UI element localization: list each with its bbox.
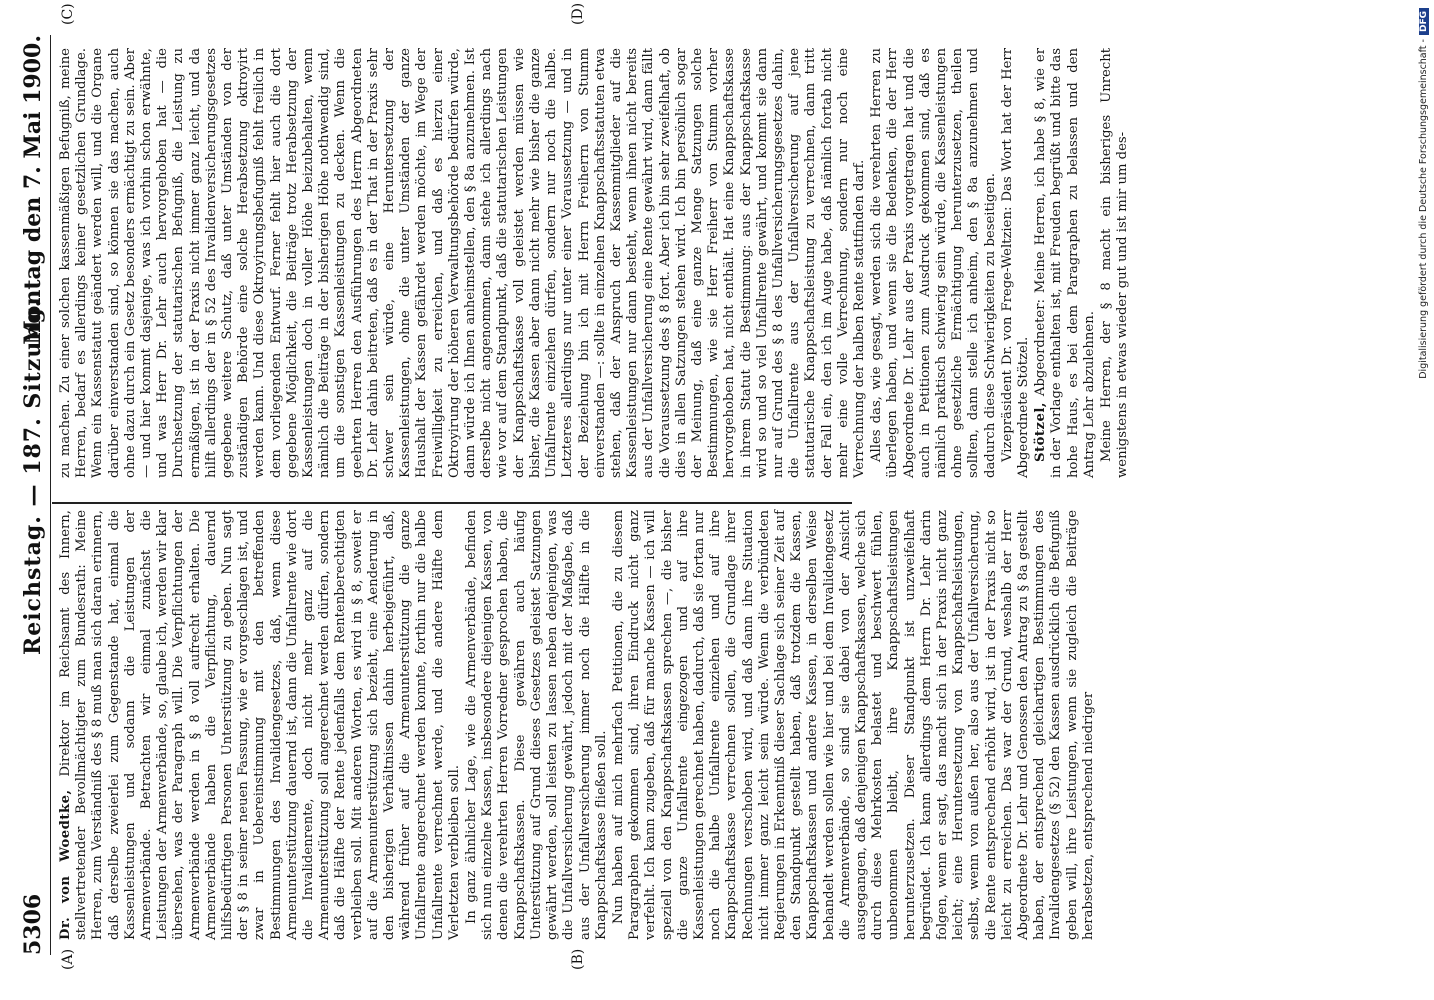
margin-marker-c: (C) bbox=[60, 3, 76, 25]
paragraph bbox=[464, 510, 610, 940]
paragraph-text: Nun haben auf mich mehrfach Petitionen, die zu diesem Paragraphen gekommen sind, ihren Eindruck nicht ganz verfehlt. Ich kann zugeben, daß für manche Kassen — ich will speziell von den Knappschaftskassen sprechen —, die bisher die ganze Unfallrente eingezogen und auf ihre Kassenleistungen gerechnet haben, dadurch, daß sie fortan nur noch die halbe Unfallrente einziehen und auf ihre Knappschaftskasse verrechnen sollen, die Grundlage ihrer Rechnungen verschoben wird, und daß dann ihre Situation nicht immer ganz leicht sein würde. Wenn die verbündeten Regierungen in Erkenntniß dieser Sachlage sich seiner Zeit auf den Standpunkt gestellt haben, daß trotzdem die Kassen, Knappschaftskassen und andere Kassen, in derselben Weise behandelt werden sollen wie hier und bei dem Invalidengesetz die Armenverbände, so sind sie dabei von der Ansicht ausgegangen, daß denjenigen Knappschaftskassen, welche sich durch diese Mehrkosten belastet und beschwert fühlen, unbenommen bleibt, ihre Knappschaftsleistungen herunterzusetzen. Dieser Standpunkt ist unzweifelhaft begründet. Ich kann allerdings dem Herrn Dr. Lehr darin folgen, wenn er sagt, das macht sich in der Praxis nicht ganz leicht; eine Heruntersetzung von Knappschaftsleistungen, selbst, wenn von außen her, also aus der Unfallversicherung, die Rente entsprechend erhöht wird, ist in der Praxis nicht so leicht zu erreichen. Das war der Grund, weshalb der Herr Abgeordnete Dr. Lehr und Genossen den Antrag zu § 8a gestellt haben, der entsprechend gleichartigen Bestimmungen des Invalidengesetzes (§ 52) den Kassen ausdrücklich die Befugniß geben will, ihre Leistungen, wenn sie zugleich die Beiträge herabsetzen, entsprechend niedriger bbox=[610, 510, 1096, 940]
session-date: Montag den 7. Mai 1900. bbox=[20, 35, 46, 345]
paragraph bbox=[1033, 48, 1098, 478]
margin-marker-b: (B) bbox=[570, 948, 586, 970]
paragraph bbox=[58, 510, 463, 940]
digitization-note: Digitalisierung gefördert durch die Deutsche Forschungsgemeinschaft - bbox=[1418, 39, 1429, 379]
paragraph-text: Meine Herren, der § 8 macht ein bisheriges Unrecht wenigstens in etwas wieder gut und ist mir um des- bbox=[1099, 48, 1131, 478]
paragraph-text: Abgeordneter: Meine Herren, ich habe § 8, wie er in der Vorlage enthalten ist, mit Freuden begrüßt und bitte das hohe Haus, es bei dem Paragraphen zu belassen und den Antrag Lehr abzulehnen. bbox=[1033, 48, 1097, 478]
right-text-column bbox=[58, 48, 1132, 478]
digitization-credit bbox=[1418, 8, 1432, 993]
paragraph bbox=[1099, 48, 1131, 478]
paragraph-text: Direktor im Reichsamt des Innern, stellvertretender Bevollmächtigter zum Bundesrath: Meine Herren, zum Verständniß des § 8 muß man sich daran erinnern, daß derselbe zweierlei zum Gegenstande hat, einmal die Kassenleistungen und sodann die Leistungen der Armenverbände. Betrachten wir einmal zunächst die Leistungen der Armenverbände, so, glaube ich, werden wir klar übersehen, was der Paragraph will. Die Verpflichtungen der Armenverbände werden in § 8 voll aufrecht erhalten. Die Armenverbände haben die Verpflichtung, dauernd hilfsbedürftigen Personen Unterstützung zu geben. Nun sagt der § 8 in seiner neuen Fassung, wie er vorgeschlagen ist, und zwar in Uebereinstimmung mit den betreffenden Bestimmungen des Invalidengesetzes, daß, wenn diese Armenunterstützung dauernd ist, dann die Unfallrente wie dort die Invalidenrente, doch nicht mehr ganz auf die Armenunterstützung soll angerechnet werden dürfen, sondern daß die Hälfte der Rente jedenfalls dem Rentenberechtigten verbleiben soll. Mit anderen Worten, es wird in § 8, soweit er auf die Armenunterstützung sich bezieht, eine Aenderung in den bisherigen Verhältnissen dahin herbeigeführt, daß, während früher auf die Armenunterstützung die ganze Unfallrente angerechnet werden konnte, forthin nur die halbe Unfallrente verrechnet werde, und die andere Hälfte dem Verletzten verbleiben soll. bbox=[58, 510, 462, 940]
column-divider bbox=[52, 502, 852, 504]
speaker-name: Stötzel, bbox=[1033, 402, 1049, 462]
speaker-name: Dr. von Woedtke, bbox=[58, 789, 73, 940]
paragraph-text: Alles das, wie gesagt, werden sich die verehrten Herren zu überlegen haben, und wenn sie die Bedenken, die der Herr Abgeordnete Dr. Lehr aus der Praxis vorgetragen hat und die auch in Petitionen zum Ausdruck gekommen sind, daß es nämlich praktisch schwierig sein würde, die Kassenleistungen ohne gesetzliche Ermächtigung herunterzusetzen, theilen sollten, dann stelle ich anheim, den § 8a anzunehmen und dadurch diese Schwierigkeiten zu beseitigen. bbox=[869, 48, 998, 478]
session-title: Reichstag. — 187. Sitzung. bbox=[20, 298, 46, 655]
header-rule bbox=[50, 35, 51, 955]
paragraph bbox=[869, 48, 999, 478]
margin-marker-a: (A) bbox=[60, 948, 76, 970]
paragraph bbox=[1000, 48, 1032, 478]
paragraph-text: zu machen. Zu einer solchen kassenmäßigen Befugniß, meine Herren, bedarf es allerdings keiner gesetzlichen Grundlage. Wenn ein Kassenstatut geändert werden will, und die Organe darüber einverstanden sind, so können sie das machen, auch ohne dazu durch ein Gesetz besonders ermächtigt zu sein. Aber — und hier kommt dasjenige, was ich vorhin schon erwähnte, und was Herr Dr. Lehr auch hervorgehoben hat — die Durchsetzung der statutarischen Befugniß, die Leistung zu ermäßigen, ist in der Praxis nicht immer ganz leicht, und da hilft allerdings der in § 52 des Invalidenversicherungsgesetzes gegebene weitere Schutz, daß unter Umständen von der zuständigen Behörde eine solche Herabsetzung oktroyirt werden kann. Und diese Oktroyirungsbefugniß fehlt freilich in dem vorliegenden Entwurf. Ferner fehlt hier auch die dort gegebene Möglichkeit, die Beiträge trotz Herabsetzung der Kassenleistungen doch in voller Höhe beizubehalten, wenn nämlich die Beiträge in der bisherigen Höhe nothwendig sind, um die sonstigen Kassenleistungen zu decken. Wenn die geehrten Herren den Ausführungen des Herrn Abgeordneten Dr. Lehr dahin beitreten, daß es in der That in der Praxis sehr schwer sein würde, eine Heruntersetzung der Kassenleistungen, ohne die unter Umständen der ganze Haushalt der Kassen gefährdet werden möchte, im Wege der Freiwilligkeit zu erreichen, und daß es hierzu einer Oktroyirung der höheren Verwaltungsbehörde bedürfen würde, dann würde ich Ihnen anheimstellen, den § 8a anzunehmen. Ist derselbe nicht angenommen, dann stehe ich allerdings nach wie vor auf dem Standpunkt, daß die statutarischen Leistungen der Knappschaftskasse voll geleistet werden müssen wie bisher, die Kassen aber dann nicht mehr wie bisher die ganze Unfallrente einziehen dürfen, sondern nur noch die halbe. Letzteres allerdings nur unter einer Voraussetzung — und in der Beziehung bin ich mit Herrn Freiherrn von Stumm einverstanden —: sollte in einzelnen Knappschaftsstatuten etwa stehen, daß der Anspruch der Kassenmitglieder auf die Kassenleistungen nur dann besteht, wenn ihnen nicht bereits aus der Unfallversicherung eine Rente gewährt wird, dann fällt die Voraussetzung des § 8 fort. Aber ich bin sehr zweifelhaft, ob dies in allen Satzungen stehen wird. Ich bin persönlich sogar der Meinung, daß eine ganze Menge Satzungen solche Bestimmungen, wie sie Herr Freiherr von Stumm vorher hervorgehoben hat, nicht enthält. Hat eine Knappschaftskasse in ihrem Statut die Bestimmung: aus der Knappschaftskasse wird so und so viel Unfallrente gewährt, und kommt sie dann nur auf Grund des § 8 des Unfallversicherungsgesetzes dahin, die Unfallrente aus der Unfallversicherung auf jene statutarische Knappschaftsleistung zu verrechnen, dann tritt der Fall ein, den ich im Auge habe, daß nämlich fortab nicht mehr eine volle Verrechnung, sondern nur noch eine Verrechnung der halben Rente stattfinden darf. bbox=[58, 48, 867, 478]
page-header bbox=[16, 35, 52, 955]
page-number: 5306 bbox=[20, 893, 46, 955]
paragraph-text: In ganz ähnlicher Lage, wie die Armenverbände, befinden sich nun einzelne Kassen, insbesondere diejenigen Kassen, von denen die verehrten Herren Vorredner gesprochen haben, die Knappschaftskassen. Diese gewähren auch häufig Unterstützung auf Grund dieses Gesetzes geleistet Satzungen gewährt werden, soll leisten zu lassen neben denjenigen, was die Unfallversicherung gewährt, jedoch mit der Maßgabe, daß aus der Unfallversicherung immer noch die Hälfte in die Knappschaftskasse fließen soll. bbox=[464, 510, 609, 940]
dfg-logo: DFG bbox=[1419, 8, 1429, 35]
paragraph-text: Vizepräsident Dr. von Frege-Weltzien: Das Wort hat der Herr Abgeordnete Stötzel. bbox=[999, 48, 1031, 478]
paragraph bbox=[611, 510, 1097, 940]
paragraph bbox=[58, 48, 868, 478]
digitization-credit-text bbox=[1418, 8, 1432, 993]
left-text-column bbox=[58, 510, 1098, 940]
margin-marker-d: (D) bbox=[570, 2, 586, 25]
